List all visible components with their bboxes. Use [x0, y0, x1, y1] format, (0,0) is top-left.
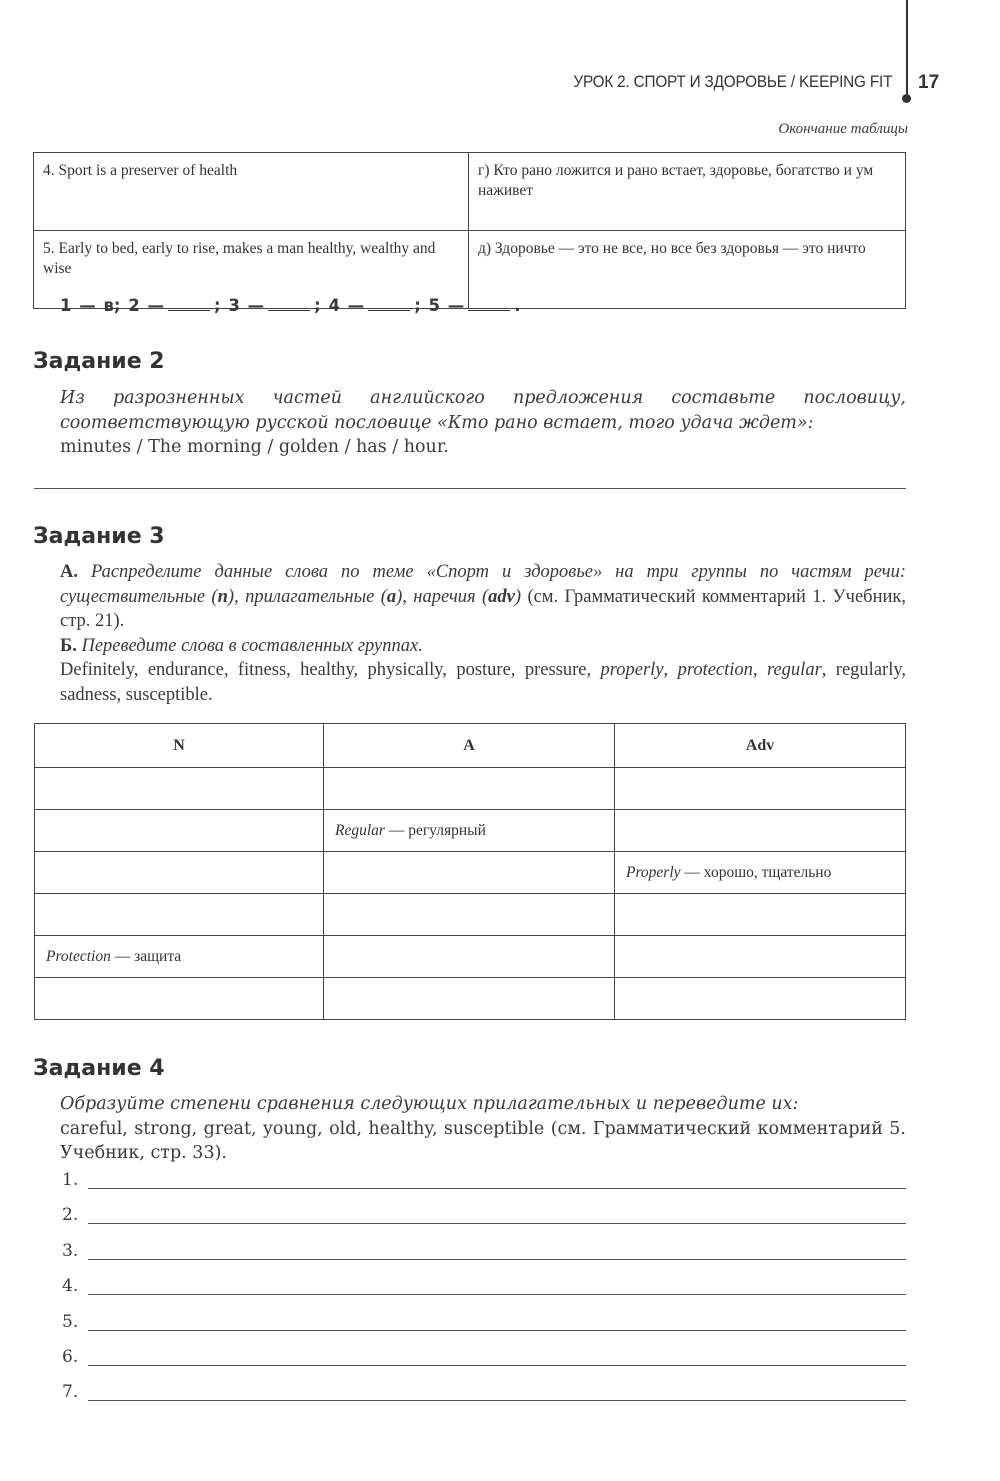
table-cell[interactable] [35, 768, 324, 810]
sep: ), прилагательные ( [227, 586, 387, 607]
answer-line[interactable] [88, 1294, 906, 1295]
table-cell-regular[interactable] [324, 810, 615, 852]
answer-line-number: 4. [62, 1276, 79, 1297]
task-2-words: minutes / The morning / golden / has / hour. [60, 437, 449, 457]
answer-line[interactable] [88, 1400, 906, 1401]
sep: , [663, 660, 678, 680]
answer-line[interactable] [88, 1330, 906, 1331]
answer-line-number: 3. [62, 1240, 79, 1261]
answer-line-number: 1. [62, 1170, 79, 1190]
answer-line[interactable] [88, 1365, 906, 1366]
part-b-label: Б. [60, 635, 77, 656]
table-cell[interactable] [324, 852, 615, 894]
task-4-words: careful, strong, great, young, old, healthy, susceptible (см. Грамматический комментарий 5. Учебник, стр. 33). [60, 1118, 906, 1163]
table-cell[interactable] [324, 768, 615, 810]
adj-abbr: a [386, 586, 397, 607]
words: , regularly, sadness, susceptible. [60, 660, 907, 705]
answer-2-blank[interactable] [168, 310, 210, 311]
separator: ; [314, 296, 321, 315]
table-cell[interactable] [615, 894, 906, 936]
answer-5-blank[interactable] [468, 310, 510, 311]
answer-1: 1 — в; [60, 296, 121, 315]
table-cell-properly[interactable] [615, 852, 906, 894]
task-2-answer-line[interactable] [34, 488, 906, 489]
task-2-body [34, 386, 906, 460]
table-cell[interactable] [615, 978, 906, 1020]
translation: — регулярный [384, 821, 486, 839]
table-row [34, 153, 906, 231]
translation: — защита [110, 947, 182, 965]
table-cell[interactable] [615, 768, 906, 810]
table-cell[interactable] [615, 936, 906, 978]
table-header-row [35, 724, 906, 768]
grammar-reference: (см. Грамматический комментарий 1. Учебник, стр. 21). [60, 586, 906, 631]
part-a-label: А. [60, 562, 78, 582]
table-cell[interactable] [324, 894, 615, 936]
table-cell[interactable] [35, 810, 324, 852]
translation: — хорошо, тщательно [680, 863, 832, 881]
answer-4-blank[interactable] [368, 310, 410, 311]
table-cell[interactable] [324, 978, 615, 1020]
russian-proverb: д) Здоровье — это не все, но все без здоровья — это ничто [469, 231, 906, 309]
word-properly: properly [600, 660, 664, 680]
separator: ; [214, 296, 221, 315]
answer-3-blank[interactable] [268, 310, 310, 311]
words: Definitely, endurance, fitness, healthy, physically, posture, pressure, [60, 660, 601, 680]
separator: ; [414, 296, 421, 315]
english-proverb: 5. Early to bed, early to rise, makes a man healthy, wealthy and wise [34, 231, 469, 309]
sep: , [752, 660, 767, 680]
task-3-heading: Задание 3 [33, 524, 165, 549]
table-cell[interactable] [35, 894, 324, 936]
answer-2-label: 2 — [128, 296, 164, 315]
answer-line-number: 6. [62, 1347, 79, 1367]
table-cell-protection[interactable] [35, 936, 324, 978]
table-row [35, 978, 906, 1020]
table-row [35, 852, 906, 894]
parts-of-speech-table [34, 723, 906, 1020]
part-a-text: Распределите данные слова по теме «Спорт и здоровье» на три группы по частям речи: существительные ( [60, 562, 907, 607]
sep: ) [514, 586, 522, 607]
word: Regular [335, 821, 385, 839]
column-header-n: N [35, 724, 324, 768]
table-cell[interactable] [324, 936, 615, 978]
answer-line-number: 5. [62, 1311, 79, 1332]
task-2-heading: Задание 2 [33, 349, 165, 374]
word: Protection [46, 947, 111, 965]
margin-dot [902, 94, 911, 103]
answer-5-label: 5 — [428, 296, 465, 315]
column-header-a: A [324, 724, 615, 768]
answer-line-number: 2. [62, 1205, 79, 1226]
column-header-adv: Adv [615, 724, 906, 768]
task-3-part-b [34, 634, 906, 659]
task-3-word-list [34, 658, 906, 707]
task-4-body [34, 1092, 906, 1166]
period: . [514, 296, 521, 315]
word-regular: regular [766, 660, 822, 680]
table-row [35, 894, 906, 936]
task-3-body [34, 560, 906, 707]
answer-line[interactable] [88, 1188, 906, 1189]
answer-line-number: 7. [62, 1382, 79, 1403]
word: Properly [626, 863, 681, 881]
answer-4-label: 4 — [328, 296, 365, 315]
table-row [35, 768, 906, 810]
sep: ), наречия ( [396, 586, 489, 607]
table-cell[interactable] [35, 852, 324, 894]
running-title: УРОК 2. СПОРТ И ЗДОРОВЬЕ / KEEPING FIT [573, 72, 892, 91]
margin-rule [906, 0, 908, 98]
table-cell[interactable] [35, 978, 324, 1020]
part-b-text: Переведите слова в составленных группах. [81, 635, 423, 656]
table-row [35, 810, 906, 852]
task-3-part-a [34, 560, 906, 634]
task-2-instruction: Из разрозненных частей английского предложения составьте пословицу, соответствующую русской пословице «Кто рано встает, того удача ждет»: [60, 388, 906, 433]
table-continuation-note: Окончание таблицы [778, 121, 908, 137]
task-4-instruction: Образуйте степени сравнения следующих прилагательных и переведите их: [60, 1094, 799, 1114]
english-proverb: 4. Sport is a preserver of health [34, 153, 469, 231]
answer-3-label: 3 — [228, 296, 265, 315]
russian-proverb: г) Кто рано ложится и рано встает, здоровье, богатство и ум наживет [469, 153, 906, 231]
table-row [35, 936, 906, 978]
answer-line[interactable] [88, 1259, 906, 1260]
task-4-heading: Задание 4 [33, 1056, 165, 1081]
noun-abbr: n [217, 586, 228, 607]
answer-line[interactable] [88, 1223, 906, 1224]
proverbs-table [33, 152, 906, 309]
answer-key-line [60, 296, 521, 315]
adv-abbr: adv [488, 586, 515, 607]
page-number: 17 [918, 72, 940, 93]
word-protection: protection [677, 660, 753, 680]
table-cell[interactable] [615, 810, 906, 852]
